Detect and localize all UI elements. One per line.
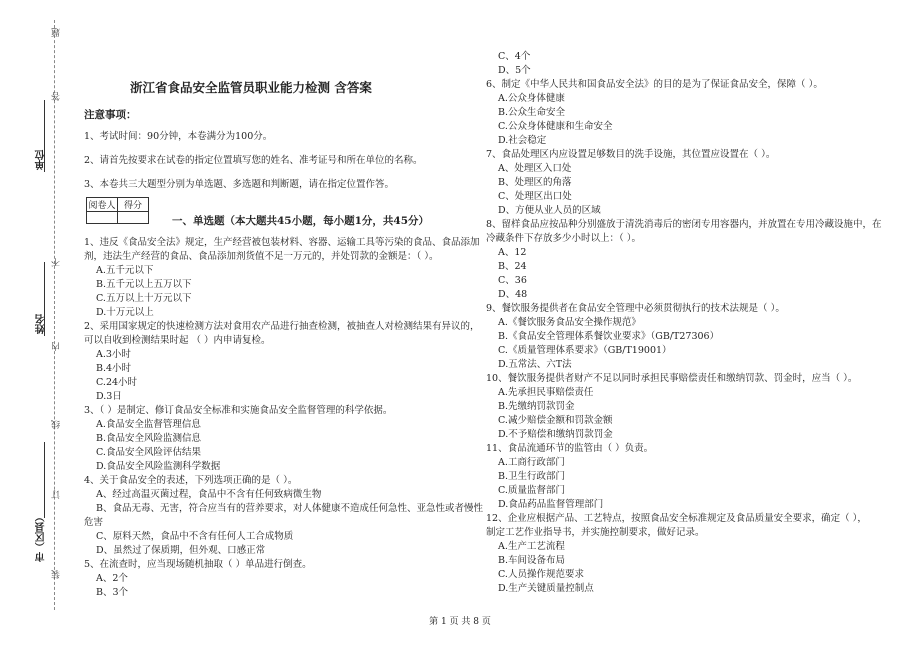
answer-option: B.五千元以上五万以下 xyxy=(96,279,192,290)
binding-mark: 线 xyxy=(52,420,62,429)
notice-item: 2、请首先按要求在试卷的指定位置填写您的姓名、准考证号和所在单位的名称。 xyxy=(84,155,423,166)
question-text: 5、在流查时，应当现场随机抽取（ ）单品进行倒查。 xyxy=(84,559,312,570)
answer-option: C.《质量管理体系要求》（GB/T19001） xyxy=(498,345,672,356)
answer-option: D.十万元以上 xyxy=(96,307,154,318)
question-text: 1、违反《食品安全法》规定，生产经营被包装材料、容器、运输工具等污染的食品、食品添加 xyxy=(84,237,480,248)
question-text: 4、关于食品安全的表述，下列选项正确的是（ ）。 xyxy=(84,475,298,486)
answer-option: A.工商行政部门 xyxy=(498,457,565,468)
question-text: 2、采用国家规定的快速检测方法对食用农产品进行抽查检测，被抽查人对检测结果有异议的， xyxy=(84,321,480,332)
answer-option: D.食品药品监督管理部门 xyxy=(498,499,604,510)
question-text: 冷藏条件下存放多少小时以上：（ ）。 xyxy=(486,233,642,244)
question-text: 11、食品流通环节的监管由（ ）负责。 xyxy=(486,443,654,454)
binding-mark: 答 xyxy=(52,92,62,101)
answer-option: A.《餐饮服务食品安全操作规范》 xyxy=(498,317,641,328)
answer-option: C、4个 xyxy=(498,51,531,62)
right-question-column xyxy=(486,50,886,596)
answer-option: C.质量监督部门 xyxy=(498,485,565,496)
unit-field-label: 单位 xyxy=(36,150,47,170)
answer-option: A、12 xyxy=(498,247,527,258)
answer-option: D.生产关键质量控制点 xyxy=(498,583,594,594)
answer-option: A.公众身体健康 xyxy=(498,93,565,104)
answer-option: A、经过高温灭菌过程，食品中不含有任何致病微生物 xyxy=(96,489,322,500)
answer-option: C.公众身体健康和生命安全 xyxy=(498,121,613,132)
answer-option: D.不予赔偿和缴纳罚款罚金 xyxy=(498,429,613,440)
answer-option: A.3小时 xyxy=(96,349,131,360)
question-text: 3、（ ）是制定、修订食品安全标准和实施食品安全监督管理的科学依据。 xyxy=(84,405,393,416)
question-text: 10、餐饮服务提供者财产不足以同时承担民事赔偿责任和缴纳罚款、罚金时，应当（ ）。 xyxy=(486,373,858,384)
score-header-score: 得分 xyxy=(118,198,149,212)
answer-option: D.食品安全风险监测科学数据 xyxy=(96,461,221,472)
answer-option: B.卫生行政部门 xyxy=(498,471,566,482)
answer-option: A.五千元以下 xyxy=(96,265,154,276)
answer-option: C.人员操作规范要求 xyxy=(498,569,584,580)
binding-mark: 不 xyxy=(52,258,62,267)
notice-block xyxy=(84,108,464,192)
answer-option: C.24小时 xyxy=(96,377,138,388)
answer-option: D、48 xyxy=(498,289,528,300)
answer-option: A、2个 xyxy=(96,573,128,584)
binding-mark: 内 xyxy=(52,342,62,351)
score-table xyxy=(86,197,149,224)
answer-option: D、方便从业人员的区域 xyxy=(498,205,601,216)
left-question-column xyxy=(84,236,483,600)
answer-option: B、食品无毒、无害，符合应当有的营养要求，对人体健康不造成任何急性、亚急性或者慢性 xyxy=(96,503,483,514)
answer-option: B.食品安全风险监测信息 xyxy=(96,433,202,444)
question-text: 12、企业应根据产品、工艺特点，按照食品安全标准规定及食品质量安全要求，确定（ ）， xyxy=(486,513,867,524)
answer-option: B.先缴纳罚款罚金 xyxy=(498,401,575,412)
notice-item: 1、考试时间：90分钟，本卷满分为100分。 xyxy=(84,131,273,142)
score-cell-grader[interactable] xyxy=(87,212,118,224)
question-text: 制定工艺作业指导书，并实施控制要求，做好记录。 xyxy=(486,527,705,538)
unit-field-line[interactable] xyxy=(44,100,45,172)
score-cell-score[interactable] xyxy=(118,212,149,224)
answer-option: D.3日 xyxy=(96,391,122,402)
answer-option: B、处理区的角落 xyxy=(498,177,572,188)
district-field-label: 市（区县） xyxy=(36,512,47,562)
answer-option: A.先承担民事赔偿责任 xyxy=(498,387,594,398)
binding-mark: 装 xyxy=(52,570,62,579)
answer-option: B.公众生命安全 xyxy=(498,107,566,118)
score-header-grader: 阅卷人 xyxy=(87,198,118,212)
question-text: 危害 xyxy=(84,517,104,528)
question-text: 可以自收到检测结果时起 （ ）内申请复检。 xyxy=(84,335,271,346)
answer-option: C.食品安全风险评估结果 xyxy=(96,447,201,458)
notice-heading: 注意事项： xyxy=(84,109,137,121)
answer-option: C、36 xyxy=(498,275,527,286)
answer-option: C、原料天然，食品中不含有任何人工合成物质 xyxy=(96,531,294,542)
answer-option: B.《食品安全管理体系餐饮业要求》（GB/T27306） xyxy=(498,331,720,342)
question-text: 9、餐饮服务提供者在食品安全管理中必须贯彻执行的技术法规是（ ）。 xyxy=(486,303,785,314)
question-text: 8、留样食品应按品种分别盛放于清洗消毒后的密闭专用容器内，并放置在专用冷藏设施中，在 xyxy=(486,219,882,230)
answer-option: B.车间设备布局 xyxy=(498,555,566,566)
binding-dashed-line xyxy=(54,20,55,610)
answer-option: A、处理区入口处 xyxy=(498,163,572,174)
binding-mark: 题 xyxy=(52,28,62,37)
page-footer: 第 1 页 共 8 页 xyxy=(429,617,491,627)
section-heading-single-choice: 一、单选题（本大题共45小题，每小题1分，共45分） xyxy=(172,215,430,227)
answer-option: D.社会稳定 xyxy=(498,135,547,146)
answer-option: C、处理区出口处 xyxy=(498,191,572,202)
answer-option: A.生产工艺流程 xyxy=(498,541,565,552)
answer-option: B、3个 xyxy=(96,587,129,598)
district-field-line[interactable] xyxy=(44,442,45,518)
answer-option: D、虽然过了保质期，但外观、口感正常 xyxy=(96,545,266,556)
name-field-label: 姓名 xyxy=(36,314,47,334)
notice-item: 3、本卷共三大题型分别为单选题、多选题和判断题，请在指定位置作答。 xyxy=(84,179,395,190)
question-text: 6、制定《中华人民共和国食品安全法》的目的是为了保证食品安全，保障（ ）。 xyxy=(486,79,823,90)
name-field-line[interactable] xyxy=(44,262,45,336)
page-title: 浙江省食品安全监管员职业能力检测 含答案 xyxy=(130,80,372,95)
answer-option: A.食品安全监督管理信息 xyxy=(96,419,201,430)
question-text: 剂，违法生产经营的食品、食品添加剂货值不足一万元的，并处罚款的金额是：（ ）。 xyxy=(84,251,439,262)
answer-option: B、24 xyxy=(498,261,527,272)
question-text: 7、食品处理区内应设置足够数目的洗手设施，其位置应设置在（ ）。 xyxy=(486,149,776,160)
answer-option: B.4小时 xyxy=(96,363,132,374)
answer-option: C.减少赔偿金额和罚款金额 xyxy=(498,415,613,426)
answer-option: D.五常法、六T法 xyxy=(498,359,572,370)
answer-option: C.五万以上十万元以下 xyxy=(96,293,192,304)
answer-option: D、5个 xyxy=(498,65,531,76)
binding-mark: 订 xyxy=(52,490,62,499)
binding-margin xyxy=(0,0,70,650)
